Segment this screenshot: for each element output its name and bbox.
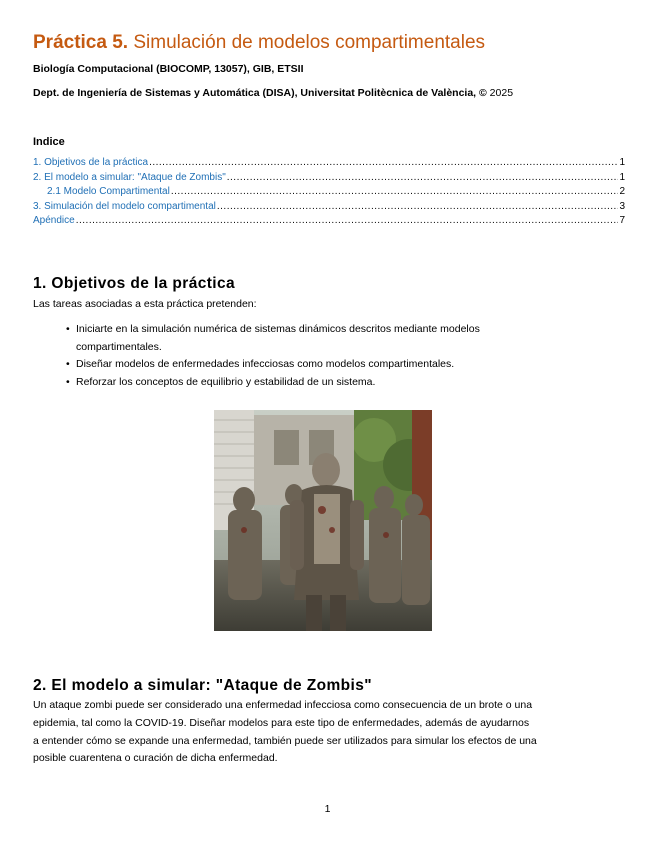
toc-link[interactable]: 3. Simulación del modelo compartimental — [33, 200, 216, 212]
toc-entry-simulacion[interactable] — [33, 201, 625, 216]
toc-link[interactable]: Apéndice — [33, 215, 75, 227]
section-2-paragraph — [33, 697, 613, 768]
course-line: Biología Computacional (BIOCOMP, 13057), GIB, ETSII — [33, 63, 304, 75]
page-number: 1 — [324, 803, 331, 815]
toc-leader-dots — [217, 201, 619, 212]
toc-link[interactable]: 2.1 Modelo Compartimental — [47, 186, 170, 198]
paragraph-line: Un ataque zombi puede ser considerado una enfermedad infecciosa como consecuencia de un brote o una — [33, 699, 533, 711]
paragraph-line: posible cuarentena o curación de dicha enfermedad. — [33, 752, 278, 765]
paragraph-line: a entender cómo se expande una enfermedad, también puede ser utilizados para simular los efectos de una — [33, 734, 537, 747]
bullet-icon: • — [66, 323, 70, 335]
department-text: Dept. de Ingeniería de Sistemas y Automática (DISA), Universitat Politècnica de València, © — [33, 87, 487, 99]
list-item — [66, 356, 586, 374]
toc-page-number: 3 — [619, 200, 625, 212]
paragraph-line: epidemia, tal como la COVID-19. Diseñar modelos para este tipo de enfermedades, además de ayudarnos — [33, 716, 530, 729]
toc-entry-modelo[interactable] — [33, 172, 625, 187]
toc-page-number: 2 — [619, 186, 625, 198]
list-item-text: Iniciarte en la simulación numérica de sistemas dinámicos descritos mediante modelos — [76, 323, 480, 335]
page-title — [33, 32, 485, 54]
toc-leader-dots — [76, 215, 619, 226]
zombie-photo — [214, 410, 432, 631]
list-item-text-cont: compartimentales. — [76, 340, 162, 353]
toc-link[interactable]: 1. Objetivos de la práctica — [33, 157, 149, 168]
table-of-contents — [33, 157, 625, 230]
list-item — [66, 321, 586, 356]
toc-entry-objetivos[interactable] — [33, 157, 625, 172]
section-2-heading: 2. El modelo a simular: "Ataque de Zombis" — [33, 677, 372, 694]
title-practice-number: Práctica 5. — [33, 32, 129, 53]
toc-page-number: 1 — [619, 157, 625, 168]
objectives-list — [66, 321, 586, 391]
year-text: 2025 — [489, 87, 514, 99]
department-line — [33, 87, 513, 99]
toc-entry-apendice[interactable] — [33, 215, 625, 230]
bullet-icon: • — [66, 358, 70, 370]
toc-leader-dots — [171, 186, 619, 197]
list-item-text: Reforzar los conceptos de equilibrio y estabilidad de un sistema. — [76, 375, 376, 388]
list-item-text: Diseñar modelos de enfermedades infecciosas como modelos compartimentales. — [76, 358, 455, 370]
toc-leader-dots — [227, 172, 619, 183]
title-text: Simulación de modelos compartimentales — [133, 32, 486, 53]
toc-entry-modelo-compartimental[interactable] — [33, 186, 625, 201]
toc-heading: Indice — [33, 136, 65, 148]
toc-link[interactable]: 2. El modelo a simular: "Ataque de Zombis" — [33, 171, 226, 183]
bullet-icon: • — [66, 375, 70, 388]
toc-leader-dots — [149, 157, 618, 168]
section-1-heading: 1. Objetivos de la práctica — [33, 275, 236, 292]
section-1-intro: Las tareas asociadas a esta práctica pretenden: — [33, 298, 257, 310]
list-item — [66, 374, 586, 392]
toc-page-number: 1 — [619, 171, 625, 183]
toc-page-number: 7 — [619, 215, 625, 227]
